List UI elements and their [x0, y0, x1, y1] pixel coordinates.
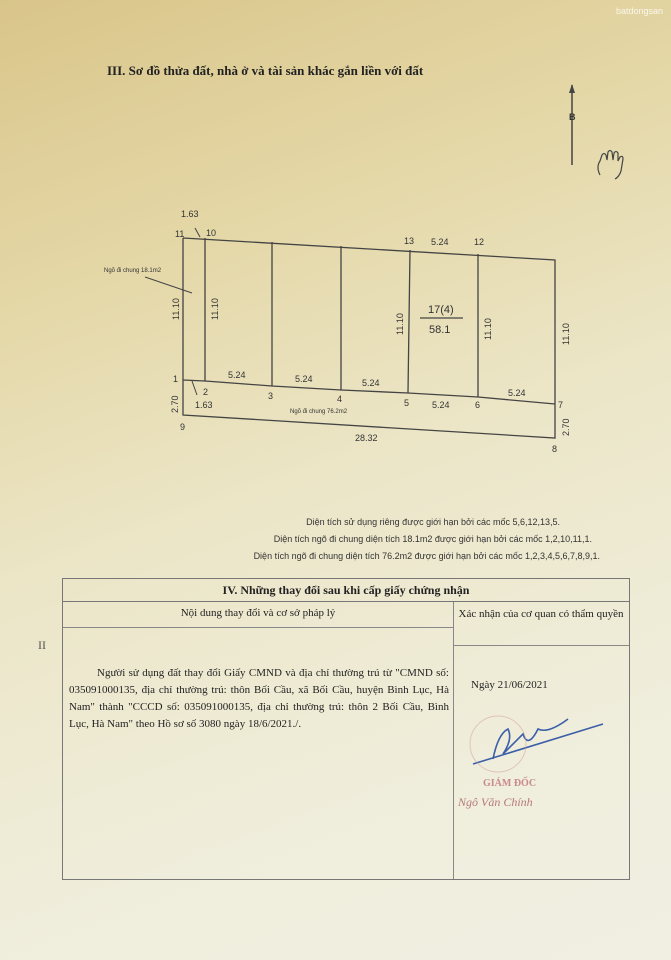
- bottom-width: 1.63: [195, 400, 213, 410]
- point-4: 4: [337, 394, 343, 404]
- section-4-title: IV. Những thay đổi sau khi cấp giấy chứng nhận: [63, 579, 629, 602]
- point-8: 8: [552, 444, 558, 454]
- point-7: 7: [558, 400, 564, 410]
- section-3-title: III. Sơ đồ thửa đất, nhà ở và tài sản khác gắn liền với đất: [107, 63, 424, 78]
- side-length-2: 11.10: [210, 298, 220, 320]
- column-header-content: Nội dung thay đổi và cơ sở pháp lý: [180, 607, 336, 619]
- note-lane-18: Diện tích ngõ đi chung diện tích 18.1m2 được giới hạn bởi các mốc 1,2,10,11,1.: [273, 534, 592, 544]
- lane-label-2: Ngõ đi chung 76.2m2: [290, 409, 348, 415]
- north-arrow: [569, 84, 576, 165]
- hand-cursor-icon: [598, 151, 623, 180]
- point-3: 3: [268, 391, 274, 401]
- segment-6-7: 5.24: [508, 388, 526, 398]
- diagram-labels: [104, 209, 571, 454]
- lane-depth-right: 2.70: [561, 418, 571, 436]
- signer-role: GIÁM ĐỐC: [483, 778, 537, 789]
- point-5: 5: [404, 398, 410, 408]
- point-12: 12: [474, 237, 485, 247]
- lane-depth-left: 2.70: [170, 395, 180, 413]
- signature-icon: [453, 704, 623, 774]
- side-length-6: 11.10: [483, 318, 493, 340]
- parcel-number: 17(4): [428, 304, 454, 316]
- side-length-5: 11.10: [395, 313, 405, 335]
- change-content: Người sử dụng đất thay đổi Giấy CMND và địa chỉ thường trú từ "CMND số: 035091000135, địa chỉ thường trú: thôn Bối Cầu, xã Bối Cầu, huyện Bình Lục, Hà Nam" thành "CCCD số: 035091000135, địa chỉ thường trú: thôn 2 Bối Cầu, Bình Lục, Hà Nam" theo Hồ sơ số 3080 ngày 18/6/2021./.: [69, 667, 449, 730]
- side-length-right: 11.10: [561, 323, 571, 345]
- changes-table: [62, 578, 630, 880]
- signer-name: Ngô Văn Chính: [458, 795, 533, 809]
- side-length-left: 11.10: [171, 298, 181, 320]
- point-9: 9: [180, 422, 186, 432]
- point-6: 6: [475, 400, 481, 410]
- segment-2-3: 5.24: [228, 370, 246, 380]
- point-10: 10: [206, 228, 217, 238]
- segment-5-6: 5.24: [432, 400, 450, 410]
- watermark: batdongsan: [615, 6, 663, 16]
- point-11: 11: [175, 229, 185, 239]
- area-notes: [120, 514, 600, 565]
- point-1: 1: [173, 374, 179, 384]
- margin-mark: II: [38, 638, 46, 652]
- lane-label-1: Ngõ đi chung 18.1m2: [104, 268, 162, 274]
- point-13: 13: [404, 236, 415, 246]
- top-segment: 5.24: [431, 237, 449, 247]
- segment-4-5: 5.24: [362, 378, 380, 388]
- note-private-area: Diện tích sử dụng riêng được giới hạn bởi các mốc 5,6,12,13,5.: [306, 517, 560, 527]
- parcel-area: 58.1: [429, 324, 451, 336]
- segment-3-4: 5.24: [295, 374, 313, 384]
- top-width: 1.63: [181, 209, 199, 219]
- total-length: 28.32: [355, 433, 378, 443]
- note-lane-76: Diện tích ngõ đi chung diện tích 76.2m2 được giới hạn bởi các mốc 1,2,3,4,5,6,7,8,9,1.: [253, 551, 600, 561]
- point-2: 2: [203, 387, 209, 397]
- column-header-confirmation: Xác nhận của cơ quan có thẩm quyền: [458, 608, 624, 620]
- confirmation-date: Ngày 21/06/2021: [471, 679, 548, 691]
- svg-text:B: B: [569, 112, 576, 122]
